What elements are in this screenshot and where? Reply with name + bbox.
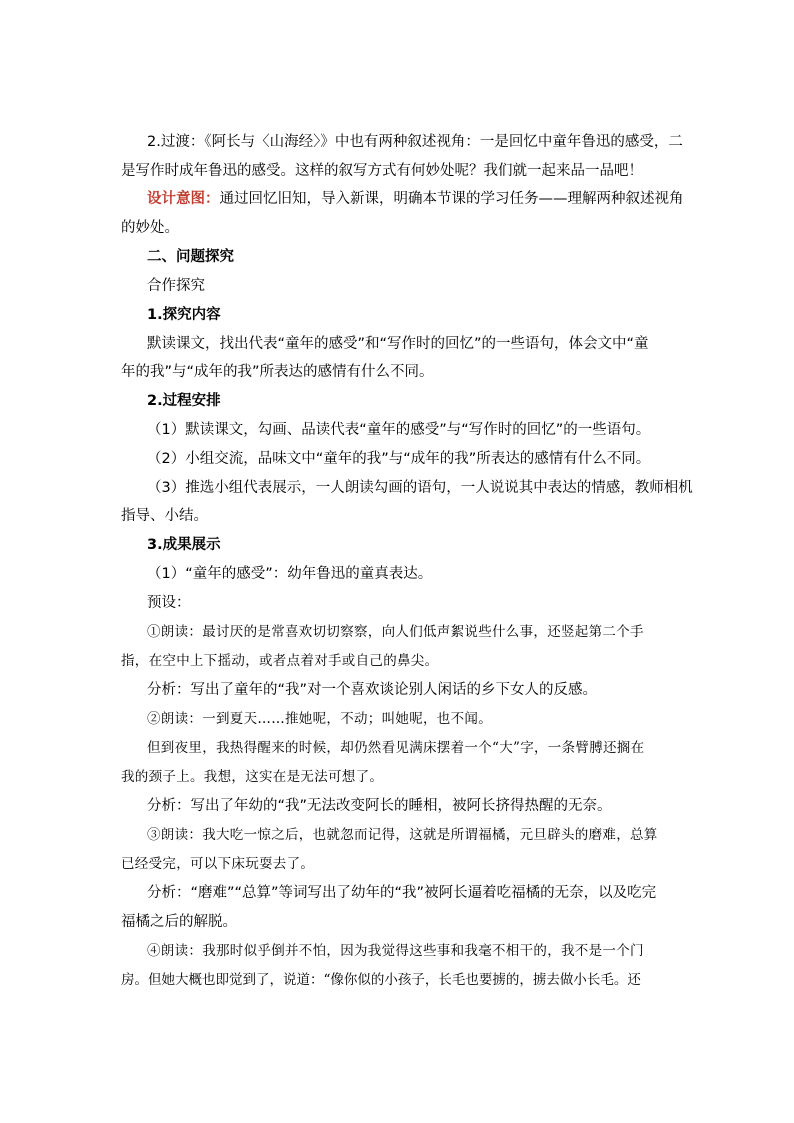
design-intent-line bbox=[147, 185, 702, 213]
reading-3-line-1: ③朗读：我大吃一惊之后，也就忽而记得，这就是所谓福橘，元旦辟头的磨难，总算 bbox=[147, 827, 658, 843]
analysis-1: 分析：写出了童年的“我”对一个喜欢谈论别人闲话的乡下女人的反感。 bbox=[147, 682, 598, 698]
preset-label: 预设： bbox=[147, 595, 191, 611]
analysis-2: 分析：写出了年幼的“我”无法改变阿长的睡相，被阿长挤得热醒的无奈。 bbox=[147, 798, 612, 814]
reading-1-line-2: 指，在空中上下摇动，或者点着对手或自己的鼻尖。 bbox=[121, 653, 439, 669]
analysis-3-line-1: 分析：“磨难”“总算”等词写出了幼年的“我”被阿长逼着吃福橘的无奈，以及吃完 bbox=[147, 885, 657, 901]
process-step-3-cont: 指导、小结。 bbox=[121, 508, 208, 524]
design-intent-line-2: 的妙处。 bbox=[121, 220, 179, 236]
section-heading-2: 二、问题探究 bbox=[147, 249, 234, 265]
reading-2-line-1: ②朗读：一到夏天……推她呢，不动；叫她呢，也不闻。 bbox=[147, 711, 492, 727]
reading-1-line-1: ①朗读：最讨厌的是常喜欢切切察察，向人们低声絮说些什么事，还竖起第二个手 bbox=[147, 624, 644, 640]
content-line-2: 年的我”与“成年的我”所表达的感情有什么不同。 bbox=[121, 364, 434, 380]
analysis-3-line-2: 福橘之后的解脱。 bbox=[121, 914, 237, 930]
subheading-results: 3.成果展示 bbox=[147, 537, 221, 553]
process-step-1: （1）默读课文，勾画、品读代表“童年的感受”与“写作时的回忆”的一些语句。 bbox=[147, 422, 651, 438]
design-intent-label: 设计意图： bbox=[147, 191, 220, 207]
subheading-process: 2.过程安排 bbox=[147, 393, 221, 409]
process-step-2: （2）小组交流，品味文中“童年的我”与“成年的我”所表达的感情有什么不同。 bbox=[147, 451, 651, 467]
reading-4-line-1: ④朗读：我那时似乎倒并不怕，因为我觉得这些事和我毫不相干的，我不是一个门 bbox=[147, 943, 644, 959]
content-line-1: 默读课文，找出代表“童年的感受”和“写作时的回忆”的一些语句，体会文中“童 bbox=[147, 336, 649, 352]
result-item-1: （1）“童年的感受”：幼年鲁迅的童真表达。 bbox=[147, 566, 433, 582]
reading-4-line-2: 房。但她大概也即觉到了，说道：“像你似的小孩子，长毛也要掳的，掳去做小长毛。还 bbox=[121, 972, 641, 988]
subheading-cooperation: 合作探究 bbox=[147, 278, 205, 294]
transition-line-1: 2.过渡：《阿长与〈山海经〉》中也有两种叙述视角：一是回忆中童年鲁迅的感受，二 bbox=[147, 134, 683, 150]
subheading-content: 1.探究内容 bbox=[147, 307, 221, 323]
reading-2-line-2: 但到夜里，我热得醒来的时候，却仍然看见满床摆着一个“大”字，一条臂膊还搁在 bbox=[147, 740, 645, 756]
process-step-3: （3）推选小组代表展示，一人朗读勾画的语句，一人说说其中表达的情感，教师相机 bbox=[147, 480, 693, 496]
reading-2-line-3: 我的颈子上。我想，这实在是无法可想了。 bbox=[121, 769, 384, 785]
reading-3-line-2: 已经受完，可以下床玩耍去了。 bbox=[121, 856, 315, 872]
transition-line-2: 是写作时成年鲁迅的感受。这样的叙写方式有何妙处呢？我们就一起来品一品吧！ bbox=[121, 163, 643, 179]
design-intent-text: 通过回忆旧知，导入新课，明确本节课的学习任务——理解两种叙述视角 bbox=[219, 191, 684, 207]
